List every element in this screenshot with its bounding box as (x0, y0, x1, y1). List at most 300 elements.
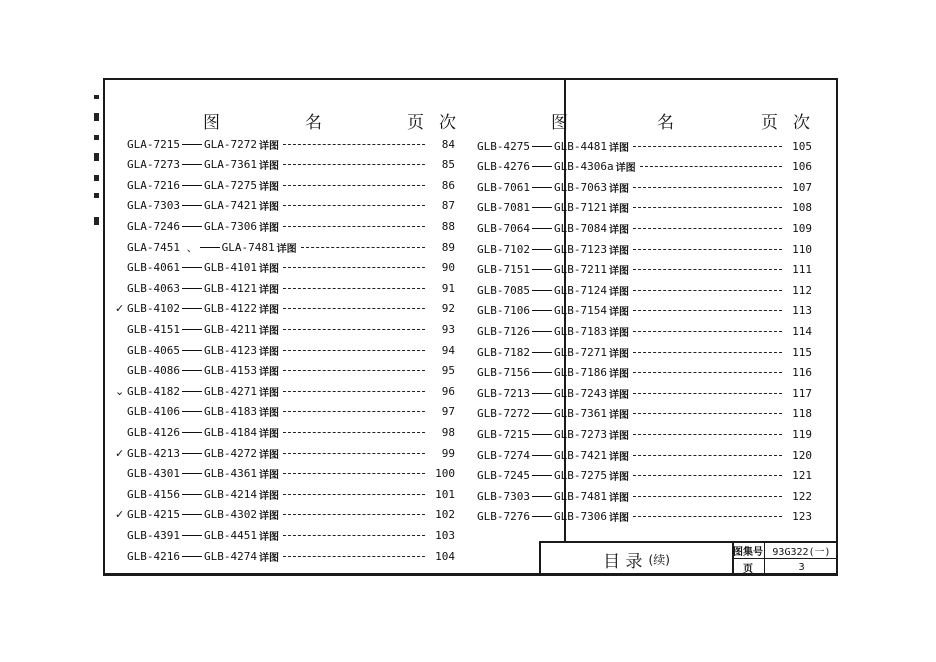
range-dash (532, 290, 552, 291)
drawing-code-end: GLB-4306a (553, 160, 614, 174)
drawing-code-end: GLB-7243 (553, 386, 607, 400)
left-header-tu: 图 (203, 113, 220, 133)
drawing-code-end: GLB-7123 (553, 242, 607, 256)
drawing-code-end: GLB-4272 (203, 446, 257, 460)
drawing-code-start: GLB-7081 (477, 201, 530, 215)
check-mark: ✓ (115, 446, 125, 460)
drawing-code-end: GLB-4183 (203, 405, 257, 419)
drawing-code-end: GLB-7481 (553, 489, 607, 503)
range-dash (182, 411, 202, 412)
drawing-code-start: GLB-7061 (477, 180, 530, 194)
page-number: 97 (441, 405, 455, 419)
index-row (115, 444, 455, 462)
left-header-ye: 页 (407, 113, 424, 133)
index-row (477, 240, 812, 258)
binding-marks (94, 95, 100, 235)
leader-line (283, 329, 425, 330)
detail-label: 详图 (258, 346, 279, 358)
drawing-code-start: GLB-7245 (477, 469, 530, 483)
detail-label: 详图 (258, 305, 279, 317)
leader-line (633, 207, 782, 208)
range-dash (182, 205, 202, 206)
detail-label: 详图 (258, 284, 279, 296)
page-number: 101 (435, 487, 455, 501)
detail-label: 详图 (608, 472, 629, 484)
index-row (115, 362, 455, 380)
leader-line (633, 496, 782, 497)
drawing-code-start: GLB-7102 (477, 242, 530, 256)
index-row (115, 300, 455, 318)
index-row (115, 197, 455, 215)
leader-line (283, 391, 425, 392)
range-dash (182, 185, 202, 186)
drawing-code-end: GLA-7275 (203, 178, 257, 192)
page-number: 119 (792, 427, 812, 441)
leader-line (301, 247, 425, 248)
range-dash (200, 247, 220, 248)
detail-label: 详图 (615, 163, 636, 175)
leader-line (283, 308, 425, 309)
index-row (477, 425, 812, 443)
atlas-number-label: 图集号 (732, 543, 765, 559)
range-dash (182, 350, 202, 351)
drawing-code-start: GLB-7213 (477, 386, 530, 400)
range-dash (532, 249, 552, 250)
detail-label: 详图 (258, 140, 279, 152)
page-number: 115 (792, 345, 812, 359)
index-row (115, 156, 455, 174)
drawing-code-start: GLB-4216 (127, 549, 180, 563)
drawing-code-start: GLB-4061 (127, 261, 180, 275)
detail-label: 详图 (608, 348, 629, 360)
index-row (477, 384, 812, 402)
page-number: 122 (792, 489, 812, 503)
drawing-code-start: GLB-4156 (127, 487, 180, 501)
detail-label: 详图 (258, 367, 279, 379)
index-row (477, 446, 812, 464)
drawing-code-end: GLB-7121 (553, 201, 607, 215)
range-dash (532, 331, 552, 332)
index-row (115, 217, 455, 235)
leader-line (283, 411, 425, 412)
drawing-code-end: GLA-7421 (203, 199, 257, 213)
leader-line (633, 146, 782, 147)
index-row (115, 341, 455, 359)
drawing-code-start: GLB-4102 (127, 302, 180, 316)
index-row (115, 423, 455, 441)
range-dash (532, 207, 552, 208)
index-row (115, 382, 455, 400)
title-block (539, 541, 838, 575)
range-dash (182, 535, 202, 536)
page-number: 102 (435, 508, 455, 522)
range-dash (532, 496, 552, 497)
index-row (477, 158, 812, 176)
page-number: 86 (441, 178, 455, 192)
range-dash (182, 514, 202, 515)
index-row (477, 322, 812, 340)
leader-line (640, 166, 782, 167)
detail-label: 详图 (258, 449, 279, 461)
detail-label: 详图 (608, 410, 629, 422)
index-row (477, 405, 812, 423)
detail-label: 详图 (608, 389, 629, 401)
range-dash (182, 267, 202, 268)
atlas-number-value: 93G322(一) (765, 543, 838, 559)
range-dash (532, 413, 552, 414)
drawing-code-end: GLB-7361 (553, 407, 607, 421)
drawing-code-start: GLB-7274 (477, 448, 530, 462)
range-dash (532, 516, 552, 517)
page-number: 123 (792, 510, 812, 524)
drawing-code-end: GLB-4481 (553, 139, 607, 153)
range-dash (532, 146, 552, 147)
leader-line (633, 434, 782, 435)
index-row (477, 281, 812, 299)
drawing-code-end: GLB-7154 (553, 304, 607, 318)
page-number: 88 (441, 219, 455, 233)
page-number: 94 (441, 343, 455, 357)
index-row (477, 178, 812, 196)
left-header-ming: 名 (305, 113, 322, 133)
range-dash (182, 329, 202, 330)
drawing-code-start: GLB-4213 (127, 446, 180, 460)
page-number: 85 (441, 158, 455, 172)
page-number: 113 (792, 304, 812, 318)
drawing-sheet (103, 78, 838, 576)
range-dash (182, 288, 202, 289)
index-row (115, 135, 455, 153)
drawing-code-end: GLB-4184 (203, 425, 257, 439)
index-row (115, 506, 455, 524)
drawing-code-start: GLB-7106 (477, 304, 530, 318)
drawing-code-end: GLB-4361 (203, 467, 257, 481)
range-dash (532, 269, 552, 270)
page-number: 120 (792, 448, 812, 462)
page-number: 98 (441, 425, 455, 439)
index-row (115, 259, 455, 277)
drawing-code-start: GLB-4215 (127, 508, 180, 522)
right-header-tu: 图 (551, 113, 568, 133)
range-dash (182, 494, 202, 495)
drawing-code-end: GLB-7084 (553, 221, 607, 235)
drawing-code-start: GLB-7303 (477, 489, 530, 503)
page-number: 116 (792, 366, 812, 380)
drawing-code-start: GLB-7272 (477, 407, 530, 421)
range-dash (182, 370, 202, 371)
range-dash (532, 393, 552, 394)
detail-label: 详图 (258, 490, 279, 502)
range-dash (532, 187, 552, 188)
drawing-code-end: GLB-7275 (553, 469, 607, 483)
detail-label: 详图 (608, 224, 629, 236)
page-number: 107 (792, 180, 812, 194)
drawing-code-end: GLB-4153 (203, 364, 257, 378)
drawing-code-end: GLB-7124 (553, 283, 607, 297)
drawing-code-start: GLB-4276 (477, 160, 530, 174)
detail-label: 详图 (608, 492, 629, 504)
drawing-code-start: GLA-7216 (127, 178, 180, 192)
drawing-code-end: GLB-4274 (203, 549, 257, 563)
drawing-code-end: GLB-4101 (203, 261, 257, 275)
drawing-code-start: GLB-7085 (477, 283, 530, 297)
drawing-code-start: GLA-7303 (127, 199, 180, 213)
leader-line (283, 370, 425, 371)
detail-label: 详图 (258, 161, 279, 173)
detail-label: 详图 (608, 204, 629, 216)
range-dash (182, 432, 202, 433)
range-dash (532, 166, 552, 167)
index-row (477, 343, 812, 361)
detail-label: 详图 (258, 387, 279, 399)
index-row (477, 364, 812, 382)
page-number: 3 (798, 561, 805, 573)
detail-label: 详图 (258, 181, 279, 193)
range-dash (532, 310, 552, 311)
leader-line (633, 372, 782, 373)
check-mark: ✓ (115, 508, 125, 522)
leader-line (283, 432, 425, 433)
page-number: 104 (435, 549, 455, 563)
range-dash (182, 226, 202, 227)
index-row (115, 465, 455, 483)
drawing-code-end: GLB-4123 (203, 343, 257, 357)
index-row (477, 508, 812, 526)
drawing-code-start: GLB-7156 (477, 366, 530, 380)
page-number: 96 (441, 384, 455, 398)
drawing-code-end: GLA-7481 (221, 240, 275, 254)
leader-line (633, 352, 782, 353)
drawing-code-start: GLB-4391 (127, 528, 180, 542)
leader-line (633, 516, 782, 517)
page-number: 112 (792, 283, 812, 297)
index-row (477, 302, 812, 320)
drawing-code-start: GLB-7126 (477, 324, 530, 338)
drawing-code-start: GLA-7451 、 (127, 241, 198, 254)
detail-label: 详图 (258, 408, 279, 420)
detail-label: 详图 (608, 430, 629, 442)
page-number: 100 (435, 467, 455, 481)
range-dash (182, 473, 202, 474)
leader-line (283, 453, 425, 454)
index-row (115, 485, 455, 503)
drawing-code-start: GLB-4063 (127, 281, 180, 295)
drawing-code-end: GLA-7272 (203, 137, 257, 151)
range-dash (182, 308, 202, 309)
drawing-code-end: GLB-7211 (553, 263, 607, 277)
page-number: 121 (792, 469, 812, 483)
leader-line (283, 205, 425, 206)
drawing-code-start: GLB-4182 (127, 384, 180, 398)
drawing-code-end: GLB-4271 (203, 384, 257, 398)
detail-label: 详图 (258, 264, 279, 276)
range-dash (182, 556, 202, 557)
page-number: 92 (441, 302, 455, 316)
leader-line (283, 267, 425, 268)
detail-label: 详图 (258, 222, 279, 234)
right-header-ye: 页 (761, 113, 778, 133)
range-dash (532, 228, 552, 229)
range-dash (532, 434, 552, 435)
drawing-code-end: GLB-7183 (553, 324, 607, 338)
page-number: 108 (792, 201, 812, 215)
index-row (115, 547, 455, 565)
index-row (115, 176, 455, 194)
leader-line (283, 185, 425, 186)
leader-line (633, 290, 782, 291)
page-number: 111 (792, 263, 812, 277)
drawing-code-start: GLB-7276 (477, 510, 530, 524)
detail-label: 详图 (608, 327, 629, 339)
page-number: 95 (441, 364, 455, 378)
page-number: 87 (441, 199, 455, 213)
index-row (477, 219, 812, 237)
drawing-code-start: GLB-4086 (127, 364, 180, 378)
drawing-code-end: GLB-7306 (553, 510, 607, 524)
index-row (115, 238, 455, 256)
detail-label: 详图 (608, 451, 629, 463)
drawing-code-end: GLB-4451 (203, 528, 257, 542)
page-number: 118 (792, 407, 812, 421)
leader-line (283, 288, 425, 289)
leader-line (633, 249, 782, 250)
page-number: 106 (792, 160, 812, 174)
drawing-code-end: GLB-4211 (203, 322, 257, 336)
leader-line (633, 228, 782, 229)
leader-line (633, 475, 782, 476)
drawing-code-start: GLB-4065 (127, 343, 180, 357)
detail-label: 详图 (608, 142, 629, 154)
leader-line (283, 514, 425, 515)
drawing-code-start: GLA-7246 (127, 219, 180, 233)
detail-label: 详图 (608, 286, 629, 298)
leader-line (633, 393, 782, 394)
range-dash (532, 372, 552, 373)
drawing-code-end: GLB-7063 (553, 180, 607, 194)
leader-line (633, 455, 782, 456)
index-row (477, 261, 812, 279)
detail-label: 详图 (608, 369, 629, 381)
leader-line (283, 164, 425, 165)
page-number: 84 (441, 137, 455, 151)
drawing-code-end: GLB-7271 (553, 345, 607, 359)
drawing-code-start: GLB-4106 (127, 405, 180, 419)
detail-label: 详图 (608, 513, 629, 525)
check-mark: ✓ (115, 302, 125, 316)
index-row (115, 279, 455, 297)
drawing-code-start: GLB-7151 (477, 263, 530, 277)
page-number: 105 (792, 139, 812, 153)
drawing-code-start: GLB-4126 (127, 425, 180, 439)
drawing-code-start: GLB-7215 (477, 427, 530, 441)
range-dash (532, 352, 552, 353)
page-number: 114 (792, 324, 812, 338)
drawing-code-end: GLB-4122 (203, 302, 257, 316)
leader-line (633, 187, 782, 188)
detail-label: 详图 (258, 428, 279, 440)
page-number: 89 (441, 240, 455, 254)
leader-line (633, 413, 782, 414)
page-number: 103 (435, 528, 455, 542)
detail-label: 详图 (276, 243, 297, 255)
range-dash (532, 455, 552, 456)
drawing-code-start: GLA-7215 (127, 137, 180, 151)
drawing-code-end: GLA-7306 (203, 219, 257, 233)
index-row (477, 467, 812, 485)
index-row (115, 403, 455, 421)
range-dash (182, 453, 202, 454)
page-number: 117 (792, 386, 812, 400)
range-dash (182, 144, 202, 145)
page-number: 109 (792, 221, 812, 235)
leader-line (283, 226, 425, 227)
drawing-code-end: GLB-4214 (203, 487, 257, 501)
drawing-code-start: GLB-4151 (127, 322, 180, 336)
leader-line (283, 494, 425, 495)
detail-label: 详图 (258, 511, 279, 523)
detail-label: 详图 (608, 266, 629, 278)
range-dash (182, 164, 202, 165)
drawing-code-start: GLB-4301 (127, 467, 180, 481)
page-label: 页 (732, 559, 765, 575)
leader-line (283, 350, 425, 351)
check-mark: ⌄ (115, 384, 125, 398)
title-subtitle: (续) (648, 552, 670, 567)
leader-line (283, 556, 425, 557)
detail-label: 详图 (258, 325, 279, 337)
index-row (477, 487, 812, 505)
drawing-code-end: GLA-7361 (203, 158, 257, 172)
page-number: 91 (441, 281, 455, 295)
index-row (115, 320, 455, 338)
drawing-code-start: GLB-7064 (477, 221, 530, 235)
detail-label: 详图 (258, 470, 279, 482)
leader-line (633, 269, 782, 270)
index-row (115, 526, 455, 544)
title-text: 目 录 (603, 551, 643, 572)
detail-label: 详图 (258, 552, 279, 564)
right-header-ci: 次 (793, 113, 810, 133)
drawing-code-end: GLB-4302 (203, 508, 257, 522)
right-header-ming: 名 (657, 113, 674, 133)
page-number: 93 (441, 322, 455, 336)
drawing-code-end: GLB-7421 (553, 448, 607, 462)
range-dash (182, 391, 202, 392)
leader-line (283, 535, 425, 536)
detail-label: 详图 (258, 202, 279, 214)
drawing-code-start: GLA-7273 (127, 158, 180, 172)
left-header-ci: 次 (439, 113, 456, 133)
drawing-code-end: GLB-7186 (553, 366, 607, 380)
leader-line (633, 310, 782, 311)
detail-label: 详图 (258, 531, 279, 543)
leader-line (633, 331, 782, 332)
leader-line (283, 144, 425, 145)
range-dash (532, 475, 552, 476)
index-row (477, 199, 812, 217)
index-row (477, 137, 812, 155)
drawing-code-start: GLB-4275 (477, 139, 530, 153)
page-number: 90 (441, 261, 455, 275)
drawing-code-end: GLB-4121 (203, 281, 257, 295)
drawing-code-end: GLB-7273 (553, 427, 607, 441)
title-cell (541, 543, 734, 575)
drawing-code-start: GLB-7182 (477, 345, 530, 359)
detail-label: 详图 (608, 183, 629, 195)
page-number: 99 (441, 446, 455, 460)
detail-label: 详图 (608, 307, 629, 319)
detail-label: 详图 (608, 245, 629, 257)
